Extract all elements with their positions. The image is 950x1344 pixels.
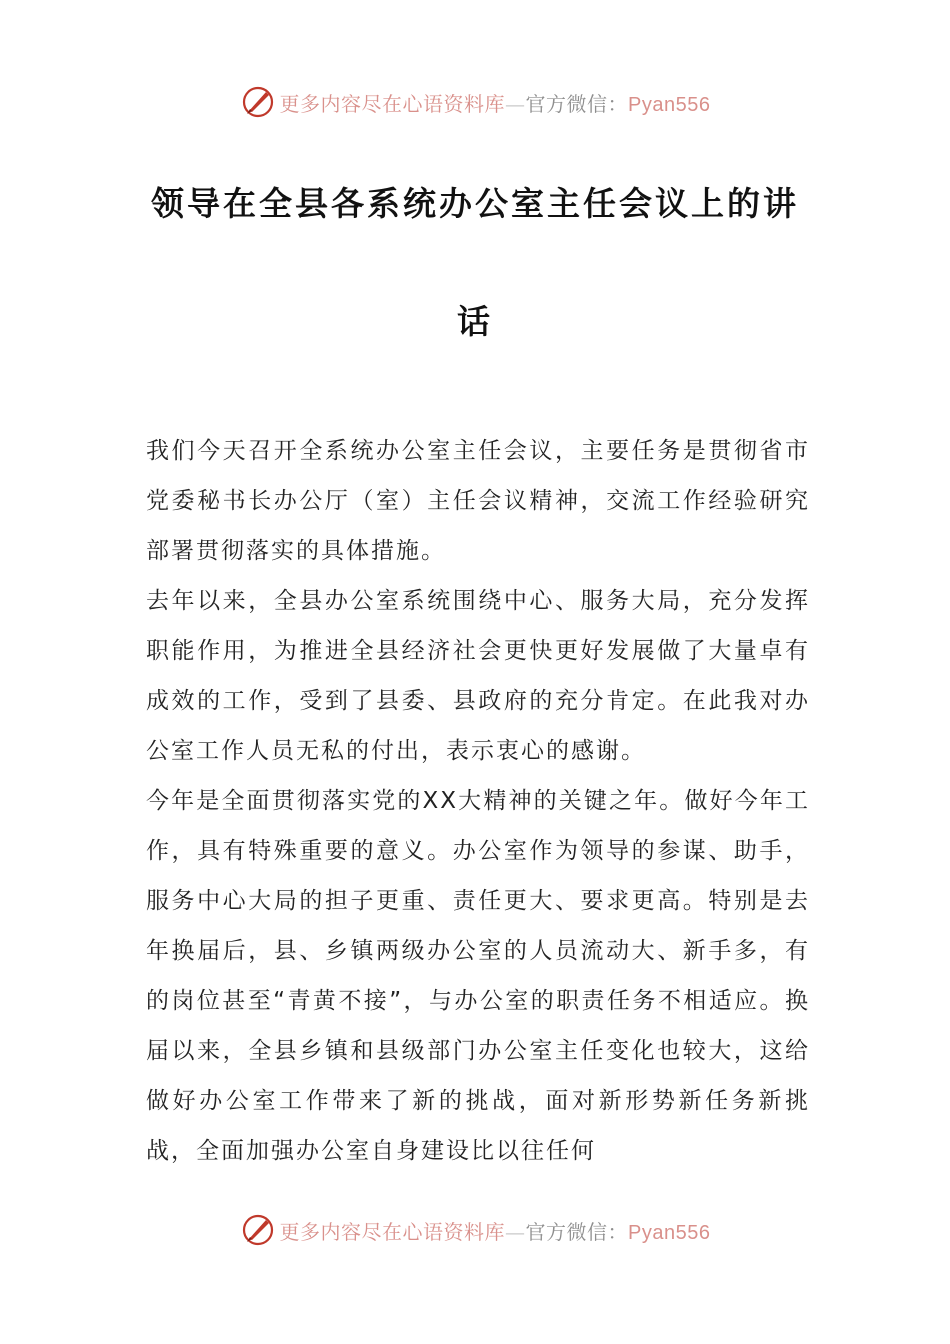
document-title-line-1: 领导在全县各系统办公室主任会议上的讲 <box>151 184 799 223</box>
body-paragraph-3: 今年是全面贯彻落实党的XX大精神的关键之年。做好今年工作，具有特殊重要的意义。办公室作为领导的参谋、助手，服务中心大局的担子更重、责任更大、要求更高。特别是去年换届后，县、乡镇两级办公室的人员流动大、新手多，有的岗位甚至“青黄不接”，与办公室的职责任务不相适应。换届以来，全县乡镇和县级部门办公室主任变化也较大，这给做好办公室工作带来了新的挑战，面对新形势新任务新挑战，全面加强办公室自身建设比以往任何 <box>146 788 810 1164</box>
quill-pen-logo-icon <box>240 1212 276 1248</box>
document-body <box>146 426 810 1176</box>
footer-banner-dash: — <box>505 1219 526 1244</box>
header-watermark-banner <box>0 80 950 124</box>
footer-banner-handle: Pyan556 <box>628 1221 711 1244</box>
footer-banner-text: 更多内容尽在心语资料库—官方微信：Pyan556 <box>279 1219 711 1244</box>
banner-handle: Pyan556 <box>628 93 711 116</box>
quill-pen-logo-icon <box>240 84 276 120</box>
footer-watermark-banner <box>0 1208 950 1252</box>
document-title-line-2: 话 <box>457 302 493 341</box>
banner-text: 更多内容尽在心语资料库—官方微信：Pyan556 <box>279 91 711 116</box>
footer-banner-wechat-label: 官方微信： <box>525 1219 629 1244</box>
body-paragraph-1: 我们今天召开全系统办公室主任会议，主要任务是贯彻省市党委秘书长办公厅（室）主任会议精神，交流工作经验研究部署贯彻落实的具体措施。 <box>146 438 810 564</box>
body-paragraph-2: 去年以来，全县办公室系统围绕中心、服务大局，充分发挥职能作用，为推进全县经济社会更快更好发展做了大量卓有成效的工作，受到了县委、县政府的充分肯定。在此我对办公室工作人员无私的付出，表示衷心的感谢。 <box>146 588 810 764</box>
banner-wechat-label: 官方微信： <box>525 91 629 116</box>
banner-dash: — <box>505 91 526 116</box>
